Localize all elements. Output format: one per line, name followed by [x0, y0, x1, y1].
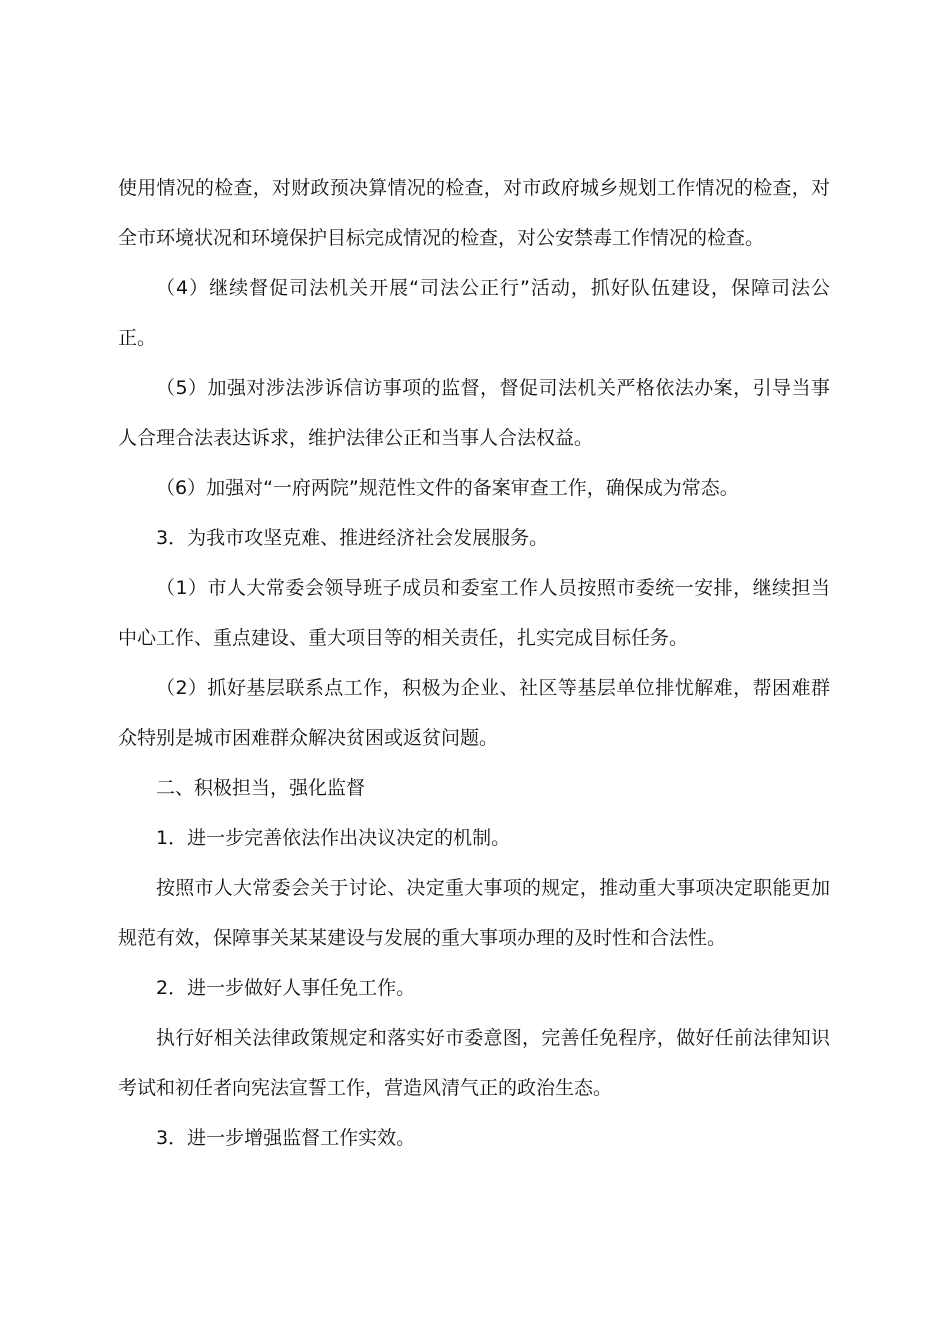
section-heading-3b: 3．进一步增强监督工作实效。 [156, 1127, 416, 1149]
section-heading-3: 3．为我市攻坚克难、推进经济社会发展服务。 [156, 527, 549, 549]
paragraph-item-5: （5）加强对涉法涉诉信访事项的监督，督促司法机关严格依法办案，引导当事人合理合法表达诉求，维护法律公正和当事人合法权益。 [118, 377, 830, 449]
paragraph-body: 按照市人大常委会关于讨论、决定重大事项的规定，推动重大事项决定职能更加规范有效，保障事关某某建设与发展的重大事项办理的及时性和合法性。 [118, 877, 830, 949]
paragraph-continuation: 使用情况的检查，对财政预决算情况的检查，对市政府城乡规划工作情况的检查，对全市环境状况和环境保护目标完成情况的检查，对公安禁毒工作情况的检查。 [118, 177, 830, 249]
paragraph-item-6: （6）加强对“一府两院”规范性文件的备案审查工作，确保成为常态。 [156, 477, 739, 499]
document-body [118, 163, 830, 1163]
section-heading-2: 2．进一步做好人事任免工作。 [156, 977, 416, 999]
paragraph-body: 执行好相关法律政策规定和落实好市委意图，完善任免程序，做好任前法律知识考试和初任者向宪法宣誓工作，营造风清气正的政治生态。 [118, 1027, 830, 1099]
paragraph-item-4: （4）继续督促司法机关开展“司法公正行”活动，抓好队伍建设，保障司法公正。 [118, 277, 830, 349]
paragraph-item-1: （1）市人大常委会领导班子成员和委室工作人员按照市委统一安排，继续担当中心工作、重点建设、重大项目等的相关责任，扎实完成目标任务。 [118, 577, 830, 649]
chapter-heading-2: 二、积极担当，强化监督 [156, 777, 366, 799]
paragraph-item-2: （2）抓好基层联系点工作，积极为企业、社区等基层单位排忧解难，帮困难群众特别是城市困难群众解决贫困或返贫问题。 [118, 677, 830, 749]
section-heading-1: 1．进一步完善依法作出决议决定的机制。 [156, 827, 511, 849]
